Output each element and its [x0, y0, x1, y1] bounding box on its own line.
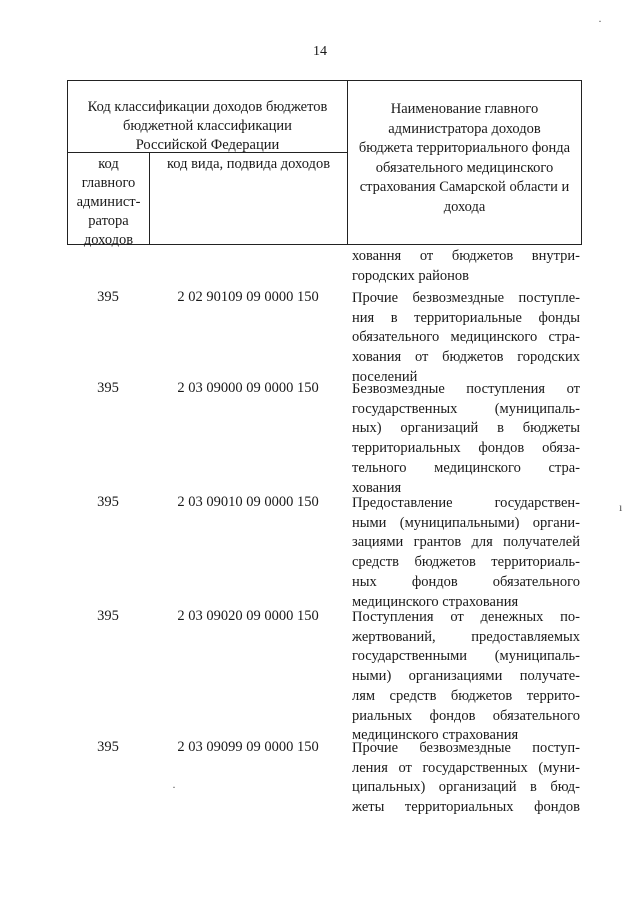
admin-code-cell: 395 [97, 380, 119, 396]
text-line: средств бюджетов территориаль- [352, 554, 580, 571]
page-number: 14 [313, 44, 327, 59]
text-line: Предоставление государствен- [352, 495, 580, 511]
text-line: обязательного медицинского стра- [352, 329, 580, 346]
admin-code-cell: 395 [97, 494, 119, 510]
text-line: жеты территориальных фондов [352, 799, 580, 816]
scan-speck: ı [619, 500, 623, 514]
income-code-cell: 2 03 09010 09 0000 150 [177, 494, 319, 510]
text-line: медицинского страхования [352, 727, 519, 744]
text-line: зациями грантов для получателей [352, 534, 580, 551]
text-line: ных) организаций в бюджеты [352, 420, 580, 437]
income-name-cell [352, 380, 580, 498]
text-line: хования от бюджетов городских [352, 349, 580, 366]
income-code-cell: 2 03 09000 09 0000 150 [177, 380, 319, 396]
header-classification-code: Код классификации доходов бюджетов бюджетной классификации Российской Федерации [68, 81, 348, 153]
text-line: Безвозмездные поступления от [352, 381, 580, 397]
text-line: риальных фондов обязательного [352, 707, 580, 724]
text-line: государственных (муниципаль- [352, 400, 580, 417]
continuation-text [352, 247, 580, 286]
text-line: лям средств бюджетов террито- [352, 687, 580, 704]
income-name-cell [352, 289, 580, 388]
text-line: медицинского страхования [352, 593, 519, 610]
text-line: ных фондов обязательного [352, 573, 580, 590]
text-line: ными) организациями получате- [352, 668, 580, 685]
text-line: Поступления от денежных по- [352, 609, 580, 625]
text-line: хования [352, 479, 402, 496]
admin-code-cell: 395 [97, 739, 119, 755]
text-line: ными (муниципальными) органи- [352, 514, 580, 531]
header-name: Наименование главного администратора доходов бюджета территориального фонда обязательного медицинского страхования Самарской области и дохода [358, 101, 571, 215]
income-code-cell: 2 02 90109 09 0000 150 [177, 289, 319, 305]
text-line: государственными (муниципаль- [352, 648, 580, 665]
text-line: ния в территориальные фонды [352, 309, 580, 326]
text-line: поселений [352, 368, 418, 385]
scan-speck: · [598, 14, 602, 28]
income-name-cell [352, 494, 580, 612]
text-line: Прочие безвозмездные поступле- [352, 290, 580, 306]
text-line: ципальных) организаций в бюд- [352, 779, 580, 796]
text-line: ховання от бюджетов внутри- [352, 248, 580, 264]
admin-code-cell: 395 [97, 608, 119, 624]
header-income-type-code: код вида, подвида доходов [150, 153, 348, 245]
text-line: территориальных фондов обяза- [352, 440, 580, 457]
scan-speck: · [172, 780, 176, 794]
text-line: тельного медицинского стра- [352, 459, 580, 476]
text-line: жертвований, предоставляемых [352, 628, 580, 645]
income-code-cell: 2 03 09020 09 0000 150 [177, 608, 319, 624]
admin-code-cell: 395 [97, 289, 119, 305]
header-admin-code: код главного админист- ратора доходов [68, 153, 150, 245]
text-line: городских районов [352, 267, 469, 284]
text-line: ления от государственных (муни- [352, 759, 580, 776]
table-header [67, 80, 582, 248]
income-name-cell [352, 739, 580, 818]
text-line: Прочие безвозмездные поступ- [352, 740, 580, 756]
income-name-cell [352, 608, 580, 746]
income-code-cell: 2 03 09099 09 0000 150 [177, 739, 319, 755]
